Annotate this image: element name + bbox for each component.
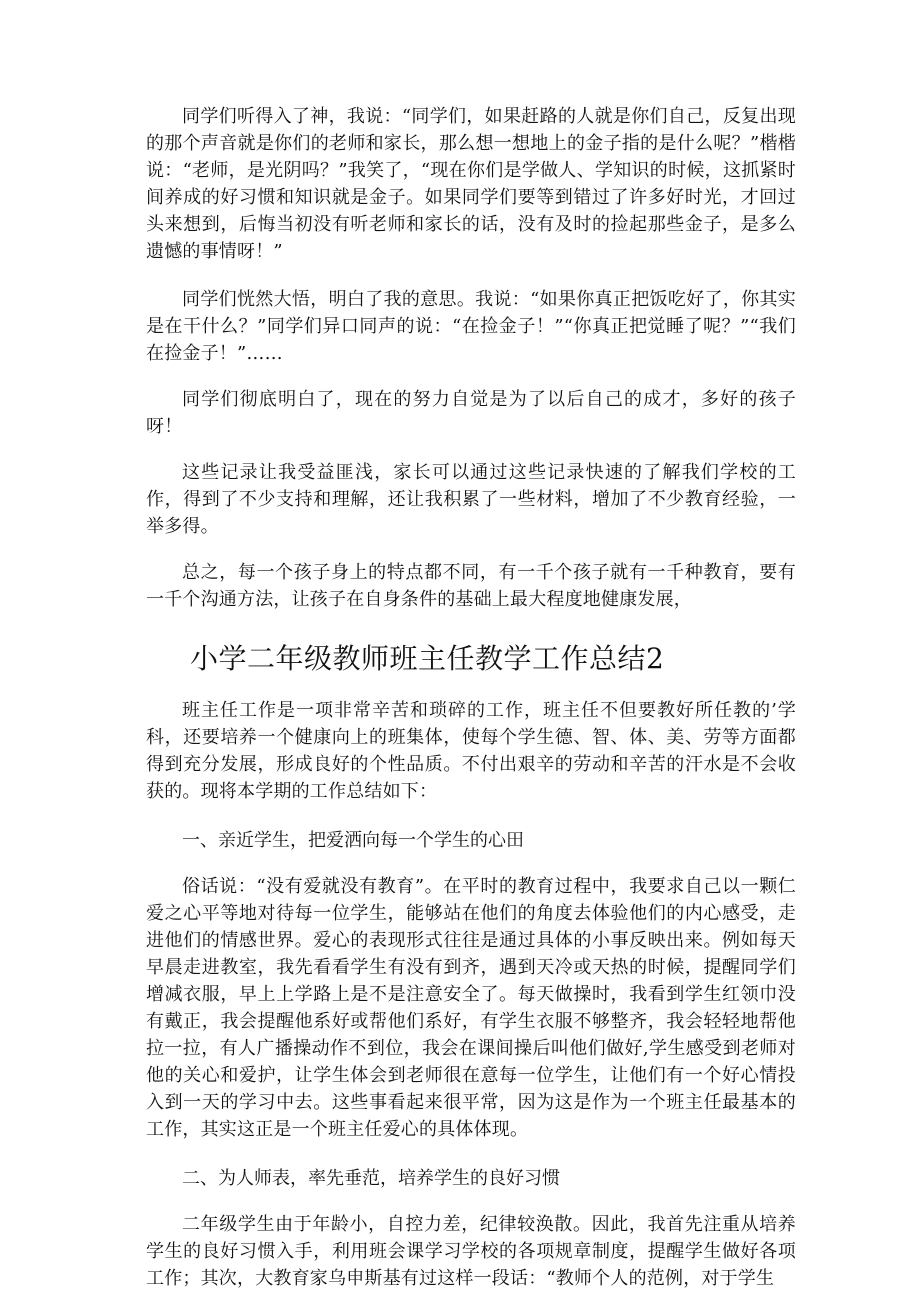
paragraph-understood: 同学们彻底明白了，现在的努力自觉是为了以后自己的成才，多好的孩子呀！ [146, 389, 796, 437]
heading-approach-students: 一、亲近学生，把爱洒向每一个学生的心田 [182, 830, 524, 851]
section-title: 小学二年级教师班主任教学工作总结2 [190, 642, 665, 675]
paragraph-love-education: 俗话说：“没有爱就没有教育”。在平时的教育过程中，我要求自己以一颗仁爱之心平等地对待每一位学生，能够站在他们的角度去体验他们的内心感受，走进他们的情感世界。爱心的表现形式往往是通过具体的小事反映出来。例如每天早晨走进教室，我先看看学生有没有到齐，遇到天冷或天热的时候，提醒同学们增减衣服，早上上学路上是不是注意安全了。每天做操时，我看到学生红领巾没有戴正，我会提醒他系好或帮他们系好，有学生衣服不够整齐，我会轻轻地帮他拉一拉，有人广播操动作不到位，我会在课间操后叫他们做好,学生感受到老师对他的关心和爱护，让学生体会到老师很在意每一位学生，让他们有一个好心情投入到一天的学习中去。这些事看起来很平常，因为这是作为一个班主任最基本的工作，其实这正是一个班主任爱心的具体体现。 [146, 876, 796, 1140]
paragraph-sudden-realization: 同学们恍然大悟，明白了我的意思。我说：“如果你真正把饭吃好了，你其实是在干什么？”同学们异口同声的说：“在捡金子！”“你真正把觉睡了呢？”“我们在捡金子！”…… [146, 289, 796, 364]
paragraph-good-habits: 二年级学生由于年龄小，自控力差，纪律较涣散。因此，我首先注重从培养学生的良好习惯入手，利用班会课学习学校的各项规章制度，提醒学生做好各项工作；其次，大教育家乌申斯基有过这样一段话：“教师个人的范例，对于学生 [146, 1214, 796, 1289]
document-body [146, 103, 796, 1292]
paragraph-gold-story: 同学们听得入了神，我说：“同学们，如果赶路的人就是你们自己，反复出现的那个声音就是你们的老师和家长，那么想一想地上的金子指的是什么呢？”楷楷说：“老师，是光阴吗？”我笑了，“现在你们是学做人、学知识的时候，这抓紧时间养成的好习惯和知识就是金子。如果同学们要等到错过了许多好时光，才回过头来想到，后悔当初没有听老师和家长的话，没有及时的捡起那些金子，是多么遗憾的事情呀！” [146, 106, 796, 262]
paragraph-intro: 班主任工作是一项非常辛苦和琐碎的工作，班主任不但要教好所任教的’学科，还要培养一个健康向上的班集体，使每个学生德、智、体、美、劳等方面都得到充分发展，形成良好的个性品质。不付出艰辛的劳动和辛苦的汗水是不会收获的。现将本学期的工作总结如下： [146, 700, 796, 802]
paragraph-conclusion: 总之，每一个孩子身上的特点都不同，有一千个孩子就有一千种教育，要有一千个沟通方法，让孩子在自身条件的基础上最大程度地健康发展， [146, 562, 796, 610]
heading-lead-by-example: 二、为人师表，率先垂范，培养学生的良好习惯 [182, 1168, 560, 1189]
paragraph-records: 这些记录让我受益匪浅，家长可以通过这些记录快速的了解我们学校的工作，得到了不少支持和理解，还让我积累了一些材料，增加了不少教育经验，一举多得。 [146, 462, 796, 537]
